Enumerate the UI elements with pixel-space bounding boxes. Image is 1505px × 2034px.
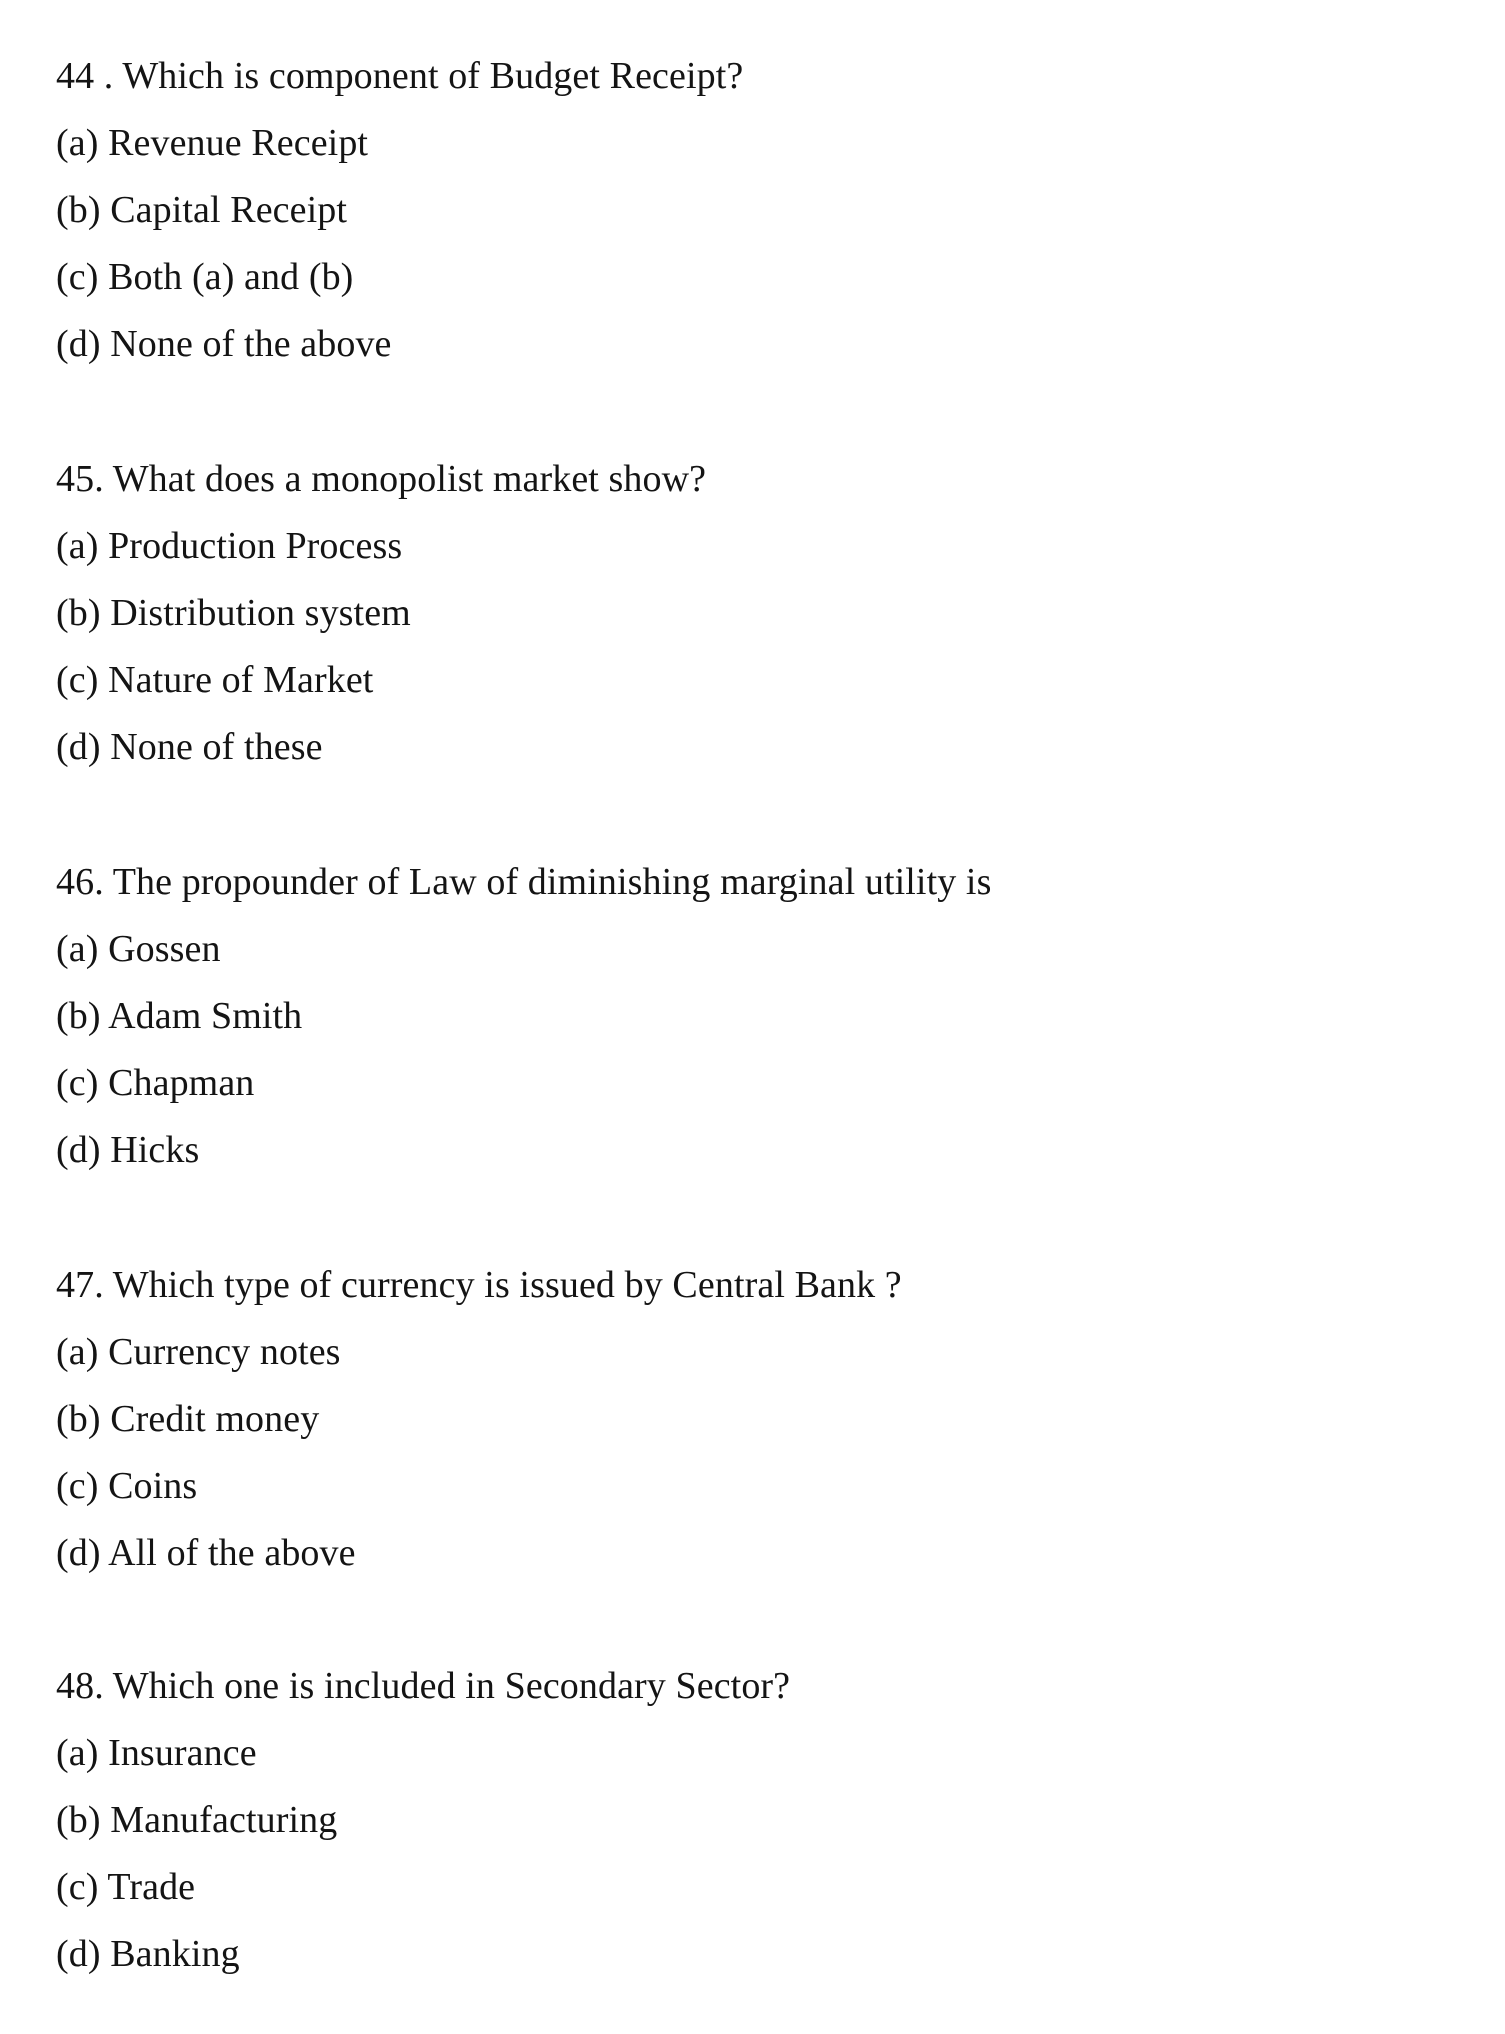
option-a: (a) Insurance [56, 1732, 257, 1774]
option-b: (b) Capital Receipt [56, 189, 348, 231]
option-d: (d) Banking [56, 1933, 240, 1975]
question-text: 47. Which type of currency is issued by Central Bank ? [56, 1264, 902, 1306]
option-c: (c) Trade [56, 1866, 196, 1908]
option-a: (a) Revenue Receipt [56, 122, 369, 164]
option-b: (b) Distribution system [56, 592, 411, 634]
option-c: (c) Coins [56, 1465, 198, 1507]
option-a: (a) Production Process [56, 525, 403, 567]
option-a: (a) Currency notes [56, 1331, 341, 1373]
question-text: 45. What does a monopolist market show? [56, 458, 707, 500]
option-d: (d) None of the above [56, 323, 392, 365]
option-b: (b) Credit money [56, 1398, 320, 1440]
option-b: (b) Adam Smith [56, 995, 303, 1037]
option-b: (b) Manufacturing [56, 1799, 338, 1841]
option-a: (a) Gossen [56, 928, 221, 970]
option-d: (d) Hicks [56, 1129, 200, 1171]
option-d: (d) None of these [56, 726, 323, 768]
option-c: (c) Nature of Market [56, 659, 374, 701]
question-text: 46. The propounder of Law of diminishing marginal utility is [56, 861, 992, 903]
option-c: (c) Both (a) and (b) [56, 256, 354, 298]
question-text: 48. Which one is included in Secondary Sector? [56, 1665, 791, 1707]
question-text: 44 . Which is component of Budget Receipt? [56, 55, 744, 97]
option-d: (d) All of the above [56, 1532, 356, 1574]
option-c: (c) Chapman [56, 1062, 255, 1104]
